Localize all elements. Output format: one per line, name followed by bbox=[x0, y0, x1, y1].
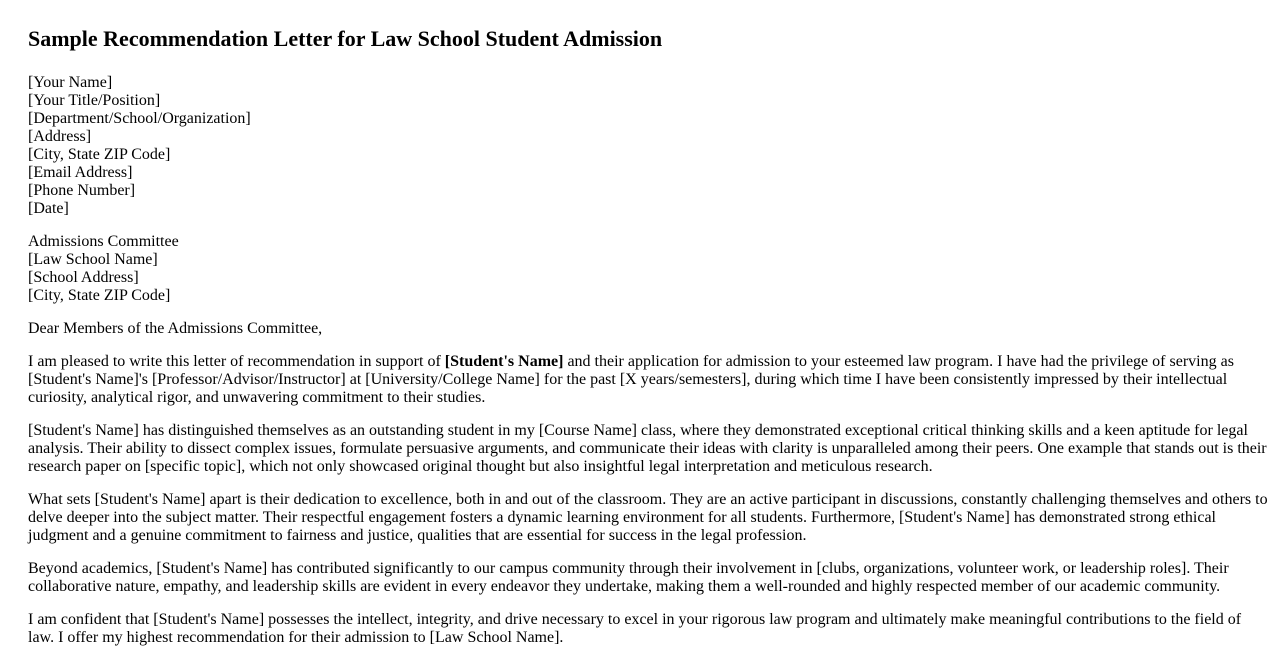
sender-name: [Your Name] bbox=[28, 74, 113, 91]
paragraph-academic-performance: [Student's Name] has distinguished themselves as an outstanding student in my [Course Name] class, where they demonstrated exceptional critical thinking skills and a keen aptitude for legal analysis. Their ability to dissect complex issues, formulate persuasive arguments, and communicate their ideas with clarity is unparalleled among their peers. One example that stands out is their research paper on [specific topic], which not only showcased original thought but also insightful legal interpretation and meticulous research. bbox=[28, 422, 1267, 475]
paragraph-text: I am pleased to write this letter of recommendation in support of bbox=[28, 353, 445, 370]
recipient-school-address: [School Address] bbox=[28, 269, 139, 286]
sender-city-state-zip: [City, State ZIP Code] bbox=[28, 146, 171, 163]
paragraph-introduction bbox=[28, 353, 1270, 407]
recipient-city-state-zip: [City, State ZIP Code] bbox=[28, 287, 171, 304]
paragraph-campus-community: Beyond academics, [Student's Name] has contributed significantly to our campus community through their involvement in [clubs, organizations, volunteer work, or leadership roles]. Their collaborative nature, empathy, and leadership skills are evident in every endeavor they undertake, making them a well-rounded and highly respected member of our academic community. bbox=[28, 560, 1229, 595]
sender-phone: [Phone Number] bbox=[28, 182, 136, 199]
recipient-school-name: [Law School Name] bbox=[28, 251, 158, 268]
paragraph-closing-recommendation: I am confident that [Student's Name] possesses the intellect, integrity, and drive necessary to excel in your rigorous law program and ultimately make meaningful contributions to the field of law. I offer my highest recommendation for their admission to [Law School Name]. bbox=[28, 611, 1242, 646]
sender-department: [Department/School/Organization] bbox=[28, 110, 251, 127]
sender-block bbox=[28, 74, 1270, 218]
sender-address: [Address] bbox=[28, 128, 92, 145]
paragraph-text: and their application for admission to your esteemed law program. I have had the privilege of serving as [Student's Name]'s [Professor/Advisor/Instructor] at [University/College Name] for the past [X years/semesters], during which time I have been consistently impressed by their intellectual curiosity, analytical rigor, and unwavering commitment to their studies. bbox=[28, 353, 1234, 406]
recipient-committee: Admissions Committee bbox=[28, 233, 179, 250]
sender-title: [Your Title/Position] bbox=[28, 92, 161, 109]
paragraph-dedication: What sets [Student's Name] apart is their dedication to excellence, both in and out of the classroom. They are an active participant in discussions, constantly challenging themselves and others to delve deeper into the subject matter. Their respectful engagement fosters a dynamic learning environment for all students. Furthermore, [Student's Name] has demonstrated strong ethical judgment and a genuine commitment to fairness and justice, qualities that are essential for success in the legal profession. bbox=[28, 491, 1268, 544]
sender-date: [Date] bbox=[28, 200, 69, 217]
recipient-block bbox=[28, 233, 1270, 305]
salutation: Dear Members of the Admissions Committee, bbox=[28, 320, 323, 337]
student-name-bold: [Student's Name] bbox=[444, 353, 564, 370]
sender-email: [Email Address] bbox=[28, 164, 133, 181]
letter-title: Sample Recommendation Letter for Law School Student Admission bbox=[28, 26, 663, 51]
